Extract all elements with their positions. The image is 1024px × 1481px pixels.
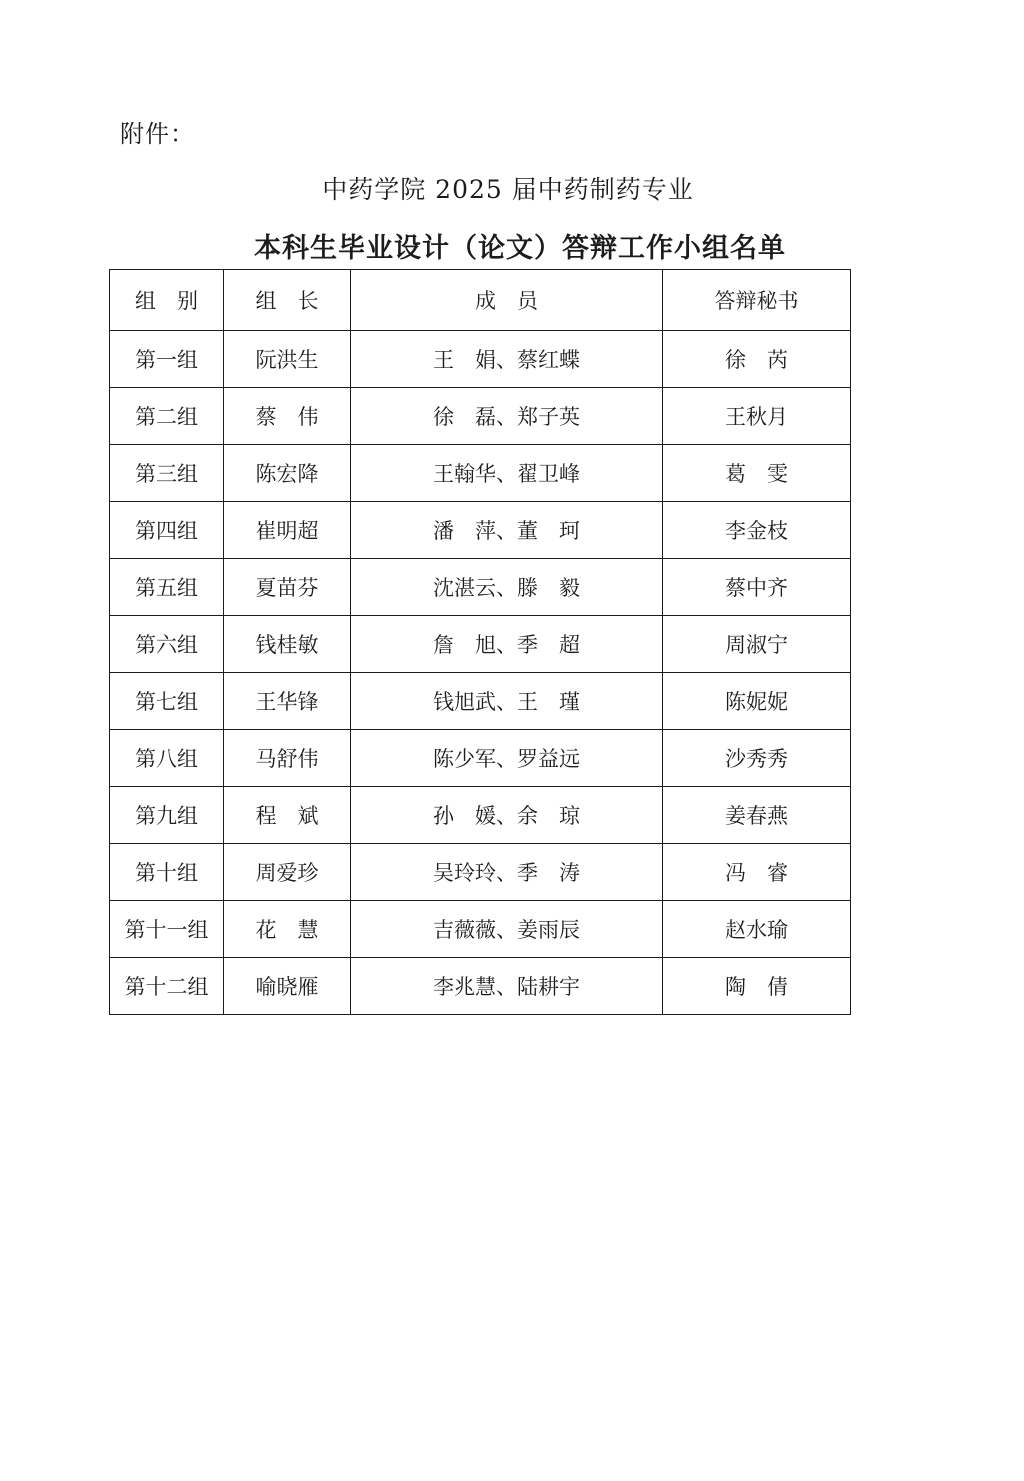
leader-cell: 王华锋 xyxy=(224,673,351,730)
group-cell: 第六组 xyxy=(110,616,224,673)
document-title-line2: 本科生毕业设计（论文）答辩工作小组名单 xyxy=(254,233,786,264)
leader-cell: 马舒伟 xyxy=(224,730,351,787)
members-cell: 吴玲玲、季 涛 xyxy=(351,844,663,901)
members-cell: 潘 萍、董 珂 xyxy=(351,502,663,559)
secretary-cell: 周淑宁 xyxy=(663,616,851,673)
group-roster-table xyxy=(109,269,851,1015)
group-cell: 第四组 xyxy=(110,502,224,559)
table-row xyxy=(110,502,851,559)
header-leader: 组 长 xyxy=(224,270,351,331)
members-cell: 徐 磊、郑子英 xyxy=(351,388,663,445)
table-row xyxy=(110,559,851,616)
secretary-cell: 冯 睿 xyxy=(663,844,851,901)
leader-cell: 钱桂敏 xyxy=(224,616,351,673)
document-title-line1: 中药学院 2025 届中药制药专业 xyxy=(322,175,694,204)
header-secretary: 答辩秘书 xyxy=(663,270,851,331)
secretary-cell: 姜春燕 xyxy=(663,787,851,844)
leader-cell: 夏苗芬 xyxy=(224,559,351,616)
members-cell: 钱旭武、王 瑾 xyxy=(351,673,663,730)
table-row xyxy=(110,445,851,502)
secretary-cell: 王秋月 xyxy=(663,388,851,445)
leader-cell: 蔡 伟 xyxy=(224,388,351,445)
table-row xyxy=(110,673,851,730)
secretary-cell: 沙秀秀 xyxy=(663,730,851,787)
header-members: 成 员 xyxy=(351,270,663,331)
group-cell: 第九组 xyxy=(110,787,224,844)
table-header-row xyxy=(110,270,851,331)
group-cell: 第十一组 xyxy=(110,901,224,958)
leader-cell: 喻晓雁 xyxy=(224,958,351,1015)
secretary-cell: 葛 雯 xyxy=(663,445,851,502)
leader-cell: 陈宏降 xyxy=(224,445,351,502)
group-cell: 第二组 xyxy=(110,388,224,445)
secretary-cell: 陶 倩 xyxy=(663,958,851,1015)
leader-cell: 花 慧 xyxy=(224,901,351,958)
table-row xyxy=(110,844,851,901)
table-row xyxy=(110,730,851,787)
members-cell: 孙 媛、余 琼 xyxy=(351,787,663,844)
table-row xyxy=(110,388,851,445)
group-cell: 第一组 xyxy=(110,331,224,388)
members-cell: 陈少军、罗益远 xyxy=(351,730,663,787)
secretary-cell: 李金枝 xyxy=(663,502,851,559)
leader-cell: 阮洪生 xyxy=(224,331,351,388)
group-cell: 第三组 xyxy=(110,445,224,502)
header-group: 组 别 xyxy=(110,270,224,331)
group-cell: 第十组 xyxy=(110,844,224,901)
secretary-cell: 徐 芮 xyxy=(663,331,851,388)
members-cell: 李兆慧、陆耕宇 xyxy=(351,958,663,1015)
group-cell: 第七组 xyxy=(110,673,224,730)
group-cell: 第八组 xyxy=(110,730,224,787)
members-cell: 王翰华、翟卫峰 xyxy=(351,445,663,502)
group-cell: 第十二组 xyxy=(110,958,224,1015)
table-row xyxy=(110,958,851,1015)
members-cell: 詹 旭、季 超 xyxy=(351,616,663,673)
members-cell: 沈湛云、滕 毅 xyxy=(351,559,663,616)
secretary-cell: 陈妮妮 xyxy=(663,673,851,730)
leader-cell: 崔明超 xyxy=(224,502,351,559)
table-row xyxy=(110,331,851,388)
members-cell: 吉薇薇、姜雨辰 xyxy=(351,901,663,958)
table-row xyxy=(110,901,851,958)
attachment-label: 附件： xyxy=(120,120,195,148)
table-row xyxy=(110,787,851,844)
secretary-cell: 蔡中齐 xyxy=(663,559,851,616)
table-row xyxy=(110,616,851,673)
secretary-cell: 赵水瑜 xyxy=(663,901,851,958)
members-cell: 王 娟、蔡红蝶 xyxy=(351,331,663,388)
leader-cell: 程 斌 xyxy=(224,787,351,844)
leader-cell: 周爱珍 xyxy=(224,844,351,901)
group-cell: 第五组 xyxy=(110,559,224,616)
